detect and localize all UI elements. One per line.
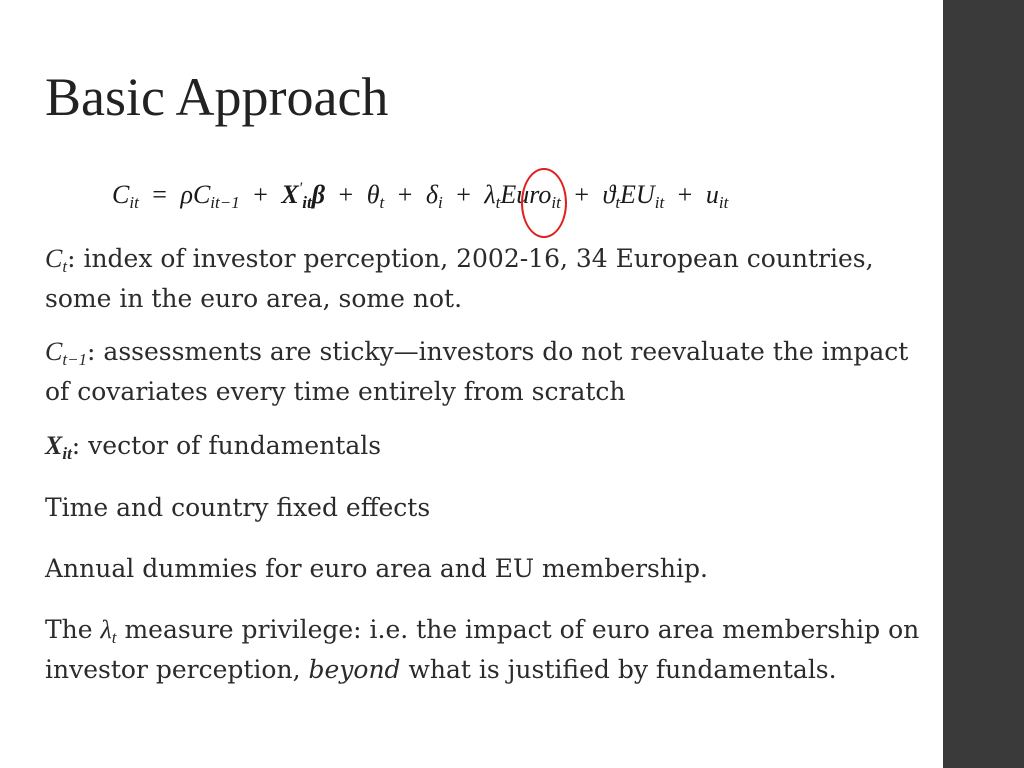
privilege-prefix: The [45, 615, 101, 644]
privilege-middle: measure privilege: i.e. the impact of euro area membership on investor perception, [45, 615, 920, 684]
eq-lhs: C [112, 180, 130, 209]
lambda-highlight-circle [521, 168, 567, 238]
eq-euro: Euro [500, 180, 552, 209]
ct1-text: : assessments are sticky—investors do not reevaluate the impact of covariates every time entirely from scratch [45, 337, 909, 406]
privilege-symbol-sub: t [111, 628, 117, 647]
item-ct [45, 243, 935, 315]
eq-x: X [281, 180, 299, 209]
item-fixed-effects: Time and country fixed effects [45, 493, 431, 522]
eq-theta-sub: t [379, 193, 385, 212]
eq-eu: EU [620, 180, 655, 209]
item-dummies: Annual dummies for euro area and EU membership. [45, 554, 708, 583]
ct-symbol: C [45, 244, 63, 273]
item-ct1 [45, 336, 935, 408]
eq-equals: = [152, 180, 167, 209]
eq-vartheta-sub: t [615, 193, 621, 212]
eq-plus-6: + [677, 180, 693, 209]
eq-x-prime: ′ [298, 180, 303, 197]
privilege-symbol: λ [100, 615, 112, 644]
ct-symbol-sub: t [62, 257, 68, 276]
eq-plus-5: + [574, 180, 590, 209]
eq-delta-sub: i [437, 193, 443, 212]
eq-delta: δ [425, 180, 438, 209]
eq-x-sub: it [302, 193, 312, 212]
item-xit [45, 430, 935, 470]
eq-u: u [705, 180, 719, 209]
slide-title: Basic Approach [45, 67, 389, 127]
eq-beta: β [311, 180, 326, 209]
item-privilege [45, 614, 935, 686]
xit-text: : vector of fundamentals [71, 431, 382, 460]
xit-symbol: X [45, 431, 63, 460]
ct-text: : index of investor perception, 2002-16, 34 European countries, some in the euro area, some not. [45, 244, 874, 313]
eq-plus-4: + [456, 180, 471, 209]
eq-lhs-sub: it [129, 193, 139, 212]
eq-vartheta: ϑ [602, 180, 616, 209]
eq-plus-1: + [253, 180, 268, 209]
eq-lambda-sub: t [495, 193, 501, 212]
eq-eu-sub: it [654, 193, 665, 212]
eq-plus-3: + [397, 180, 413, 209]
xit-symbol-sub: it [62, 444, 72, 463]
eq-euro-sub: it [551, 193, 561, 212]
eq-theta: θ [366, 180, 380, 209]
eq-lambda: λ [484, 180, 496, 209]
eq-plus-2: + [338, 180, 354, 209]
eq-rho-c-sub: it−1 [210, 193, 240, 212]
eq-u-sub: it [718, 193, 729, 212]
privilege-suffix: what is justified by fundamentals. [400, 655, 837, 684]
privilege-emph: beyond [308, 655, 401, 684]
eq-rho-c: ρC [180, 180, 211, 209]
regression-equation [112, 180, 728, 213]
side-bar [943, 0, 1024, 768]
ct1-symbol-sub: t−1 [62, 350, 88, 369]
ct1-symbol: C [45, 337, 63, 366]
